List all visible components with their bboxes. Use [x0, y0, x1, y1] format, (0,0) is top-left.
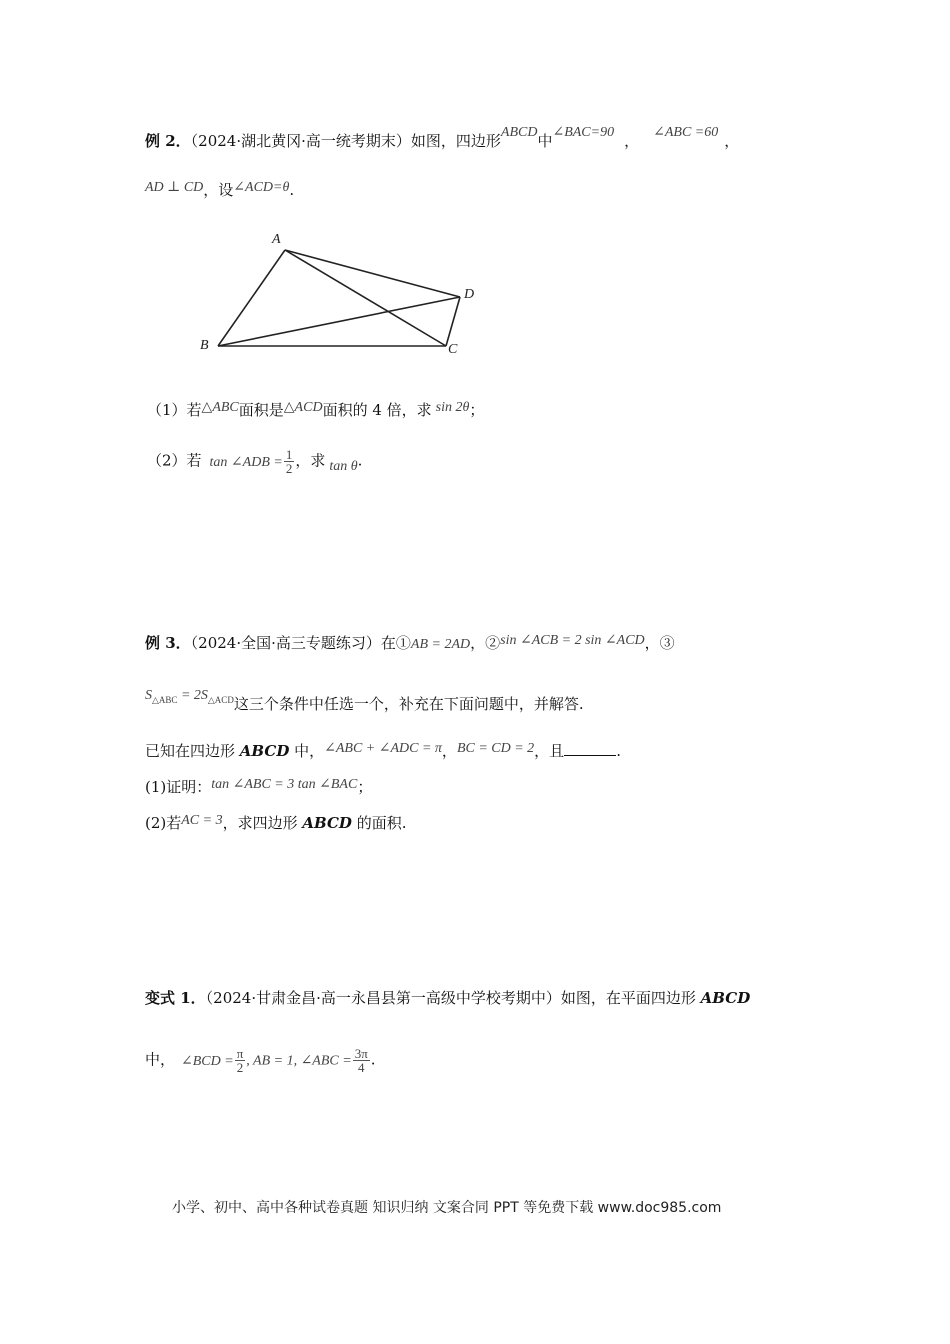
ex2-q1-end: ； [469, 401, 485, 419]
diagonal-bd [218, 297, 460, 346]
ex2-line1 [145, 125, 740, 153]
ex2-math-adcd: AD ⊥ CD [145, 180, 204, 195]
ex3-given-pre: 已知在四边形 [145, 742, 240, 760]
ex3-given-zhong: 中， [289, 742, 325, 760]
f2-den: 4 [357, 1060, 365, 1075]
ex3-label: 例 3． [145, 634, 191, 652]
ex3-p1 [145, 777, 372, 799]
ex2-she: ，设 [203, 181, 234, 199]
ex2-source: （2024·湖北黄冈·高一统考期末）如图，四边形 [190, 132, 501, 150]
ex2-comma2: ， [724, 132, 740, 150]
ex3-given-sides: BC = CD = 2 [456, 741, 535, 756]
var1-angle-bcd: ∠BCD = [181, 1053, 234, 1069]
ex2-zhong: 中 [537, 132, 553, 150]
label-a: A [272, 232, 281, 247]
ex3-line1 [145, 633, 675, 655]
ex2-q2-tan-theta: tan θ [329, 458, 358, 474]
ex2-q2 [147, 448, 362, 475]
ex2-label: 例 2． [145, 132, 191, 150]
ex3-condition-2: sin ∠ACB = 2 sin ∠ACD [500, 633, 645, 648]
edge-ab [218, 250, 285, 346]
ex3-p1-pre: (1)证明： [145, 778, 212, 796]
f2-num: 3π [354, 1046, 368, 1061]
ex2-math-abc: ∠ABC =60 [653, 125, 719, 140]
ex3-p2-mid: ，求四边形 [222, 814, 303, 832]
label-d: D [464, 287, 475, 302]
ex3-given [145, 741, 621, 763]
ex3-given-angles: ∠ABC + ∠ADC = π [324, 741, 442, 756]
ex3-condition-1: AB = 2AD [410, 637, 471, 652]
ex2-q1-mid2: 面积的 4 倍，求 [322, 401, 432, 419]
f1-den: 2 [236, 1060, 244, 1075]
ex3-p2-math: AC = 3 [181, 813, 223, 828]
var1-zhong: 中， [145, 1050, 176, 1069]
ex2-q1-tri-abc: △ABC [201, 400, 239, 415]
ex3-given-comma: ， [441, 742, 457, 760]
ex2-q1-pre: （1）若 [147, 401, 202, 419]
ex2-math-bac: ∠BAC=90 [552, 125, 615, 140]
ex2-line2 [145, 180, 294, 202]
fraction-one-half [284, 448, 295, 475]
ex2-q1-mid: 面积是 [238, 401, 284, 419]
c3-eq: = 2S [177, 688, 208, 703]
ex3-source: （2024·全国·高三专题练习）在① [190, 634, 411, 652]
label-b: B [200, 338, 209, 353]
ex3-p2-abcd: ABCD [302, 814, 352, 832]
ex3-condition-3 [145, 688, 234, 703]
ex3-given-abcd: ABCD [239, 742, 290, 760]
c3-sub1: △ABC [152, 695, 178, 705]
var1-abcd: ABCD [700, 989, 751, 1007]
c3-sub2: △ACD [207, 695, 234, 705]
ex2-period: . [289, 181, 295, 199]
label-c: C [448, 342, 458, 357]
ex2-q2-pre: （2）若 [147, 451, 202, 470]
edge-cd [446, 297, 460, 346]
fraction-den: 2 [285, 461, 293, 476]
edge-ad [285, 250, 460, 297]
ex3-p2 [145, 813, 406, 835]
ex2-q2-mid: ，求 [295, 451, 326, 470]
ex3-line2 [145, 688, 584, 716]
var1-line2 [145, 1047, 376, 1074]
answer-blank [564, 741, 616, 756]
var1-label: 变式 1． [145, 989, 206, 1007]
ex3-sep2: ，③ [644, 634, 675, 652]
fraction-pi-over-2 [235, 1047, 246, 1074]
ex3-given-end: . [616, 742, 621, 760]
ex2-q1 [147, 400, 484, 422]
ex2-q2-tan-adb: tan ∠ADB = [209, 454, 283, 470]
footer-ad-text: 小学、初中、高中各种试卷真题 知识归纳 文案合同 PPT 等免费下载 www.doc985.com [172, 1200, 722, 1216]
ex3-p2-pre: (2)若 [145, 814, 182, 832]
ex2-math-acd: ∠ACD=θ [233, 180, 290, 195]
ex3-p2-end: 的面积. [351, 814, 407, 832]
ex2-comma1: ， [624, 132, 640, 150]
ex3-sep1: ，② [470, 634, 501, 652]
f1-num: π [236, 1046, 244, 1061]
ex2-q2-end: . [357, 451, 363, 470]
ex2-q1-tri-acd: △ACD [283, 400, 323, 415]
ex3-p1-math: tan ∠ABC = 3 tan ∠BAC [211, 777, 358, 792]
var1-end: . [370, 1050, 376, 1069]
diagonal-ac [285, 250, 446, 346]
c3-s: S [145, 688, 152, 703]
fraction-3pi-over-4 [353, 1047, 370, 1074]
ex3-given-qie: ，且 [534, 742, 565, 760]
fraction-num: 1 [285, 447, 293, 462]
ex2-math-abcd: ABCD [500, 125, 538, 140]
var1-source: （2024·甘肃金昌·高一永昌县第一高级中学校考期中）如图，在平面四边形 [205, 989, 701, 1007]
var1-line1 [145, 988, 750, 1008]
ex3-p1-end: ； [357, 778, 373, 796]
ex2-q1-sin2theta: sin 2θ [435, 400, 470, 415]
var1-ab-abc: , AB = 1, ∠ABC = [246, 1053, 352, 1069]
ex3-tail: 这三个条件中任选一个，补充在下面问题中，并解答. [233, 695, 584, 713]
quadrilateral-figure [190, 225, 490, 360]
